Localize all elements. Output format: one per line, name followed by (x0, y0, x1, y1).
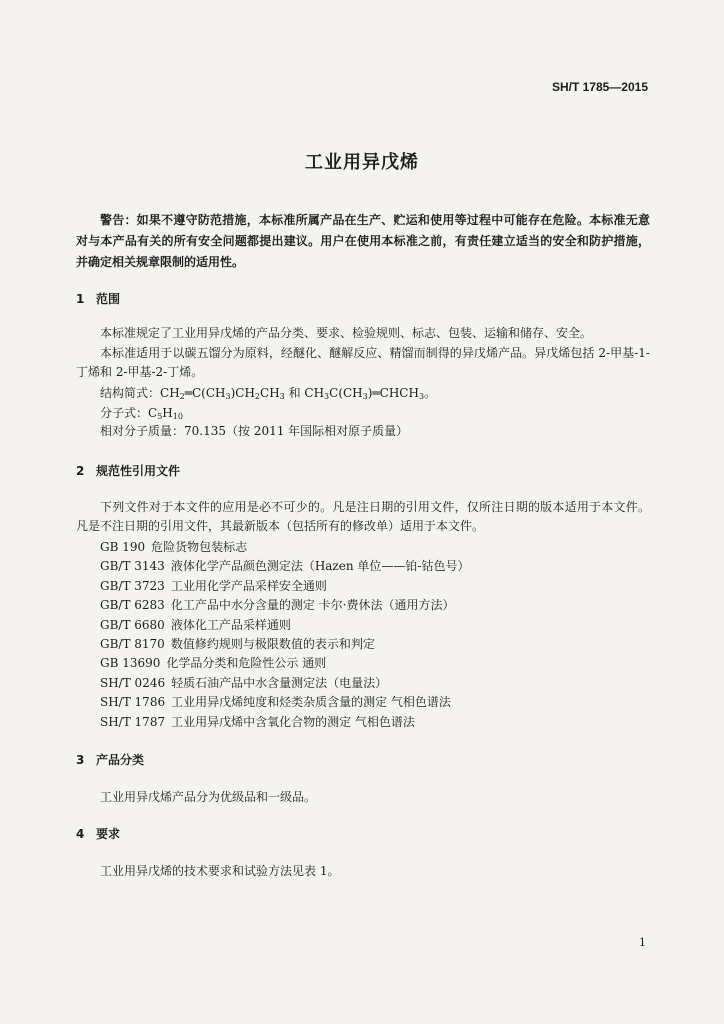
reference-title: 工业用异戊烯纯度和烃类杂质含量的测定 气相色谱法 (171, 695, 451, 710)
requirements-paragraph: 工业用异戊烯的技术要求和试验方法见表 1。 (100, 864, 340, 878)
reference-item (100, 713, 650, 732)
section-title: 产品分类 (96, 753, 145, 767)
reference-item (100, 654, 650, 673)
formula-part: H (162, 406, 173, 420)
reference-title: 轻质石油产品中水含量测定法（电量法） (171, 675, 388, 690)
formula-subscript: 5 (157, 412, 163, 421)
reference-title: 液体化工产品采样通则 (170, 617, 291, 632)
formula-subscript: 3 (324, 392, 330, 401)
section-number: 3 (76, 753, 85, 767)
reference-code: GB 13690 (100, 656, 161, 671)
reference-item (100, 596, 650, 615)
reference-code: GB/T 6283 (100, 598, 165, 613)
reference-title: 化学品分类和危险性公示 通则 (166, 656, 327, 671)
reference-item (100, 557, 650, 576)
formula-subscript: 3 (279, 392, 285, 401)
section-number: 2 (76, 464, 85, 478)
reference-item (100, 693, 650, 712)
formula-part: )═CHCH (367, 386, 419, 400)
formula-subscript: 3 (418, 392, 425, 401)
reference-title: 工业用异戊烯中含氧化合物的测定 气相色谱法 (171, 714, 415, 729)
classification-paragraph: 工业用异戊烯产品分为优级品和一级品。 (100, 790, 317, 804)
formula-label: 结构简式： (100, 386, 161, 400)
reference-item (100, 616, 650, 635)
scope-paragraph-2: 本标准适用于以碳五馏分为原料，经醚化、醚解反应、精馏而制得的异戊烯产品。异戊烯包括 2-甲基-1-丁烯和 2-甲基-2-丁烯。 (76, 346, 650, 379)
reference-item (100, 674, 650, 693)
document-title: 工业用异戊烯 (305, 152, 419, 173)
formula-part: 和 CH (284, 386, 325, 400)
reference-code: GB/T 6680 (100, 617, 165, 632)
section-3-heading (76, 751, 144, 768)
reference-code: GB/T 3723 (100, 578, 165, 593)
reference-code: SH/T 1787 (100, 714, 166, 729)
scope-paragraph-1: 本标准规定了工业用异戊烯的产品分类、要求、检验规则、标志、包装、运输和储存、安全。 (100, 326, 593, 340)
reference-title: 液体化学产品颜色测定法（Hazen 单位——铂-钴色号） (170, 559, 470, 574)
formula-subscript: 3 (225, 392, 231, 401)
reference-code: GB/T 3143 (100, 559, 165, 574)
formula-subscript: 2 (254, 392, 261, 401)
formula-part: CH (160, 386, 180, 400)
reference-item (100, 577, 650, 596)
reference-title: 危险货物包装标志 (151, 540, 248, 554)
section-title: 要求 (96, 827, 121, 841)
reference-title: 工业用化学产品采样安全通则 (170, 578, 327, 593)
section-title: 规范性引用文件 (96, 464, 181, 478)
reference-code: SH/T 0246 (100, 675, 166, 690)
formula-part: C(CH (329, 386, 363, 400)
structural-formula (76, 384, 650, 406)
formula-part: 。 (424, 386, 437, 400)
section-title: 范围 (96, 292, 121, 306)
reference-item (100, 538, 650, 557)
document-code: SH/T 1785—2015 (551, 80, 648, 94)
formula-subscript: 3 (362, 392, 368, 401)
section-2-heading (76, 462, 180, 479)
formula-part: )CH (230, 386, 255, 400)
reference-code: SH/T 1786 (100, 695, 166, 710)
reference-code: GB/T 8170 (100, 636, 165, 651)
section-number: 4 (76, 827, 85, 841)
reference-item (100, 635, 650, 654)
reference-list (100, 538, 650, 732)
formula-subscript: 2 (179, 392, 185, 401)
references-intro: 下列文件对于本文件的应用是必不可少的。凡是注日期的引用文件，仅所注日期的版本适用于本文件。凡是不注日期的引用文件，其最新版本（包括所有的修改单）适用于本文件。 (76, 500, 650, 533)
section-4-heading (76, 825, 120, 842)
reference-title: 化工产品中水分含量的测定 卡尔·费休法（通用方法） (170, 598, 455, 613)
formula-part: CH (260, 386, 280, 400)
section-number: 1 (76, 292, 85, 306)
molecular-label: 分子式： (100, 406, 149, 420)
formula-subscript: 10 (172, 412, 183, 421)
section-1-heading (76, 290, 120, 307)
formula-part: ═C(CH (184, 386, 226, 400)
reference-title: 数值修约规则与极限数值的表示和判定 (170, 636, 375, 651)
reference-code: GB 190 (100, 540, 146, 554)
formula-part: C (148, 406, 158, 420)
warning-paragraph: 警告：如果不遵守防范措施，本标准所属产品在生产、贮运和使用等过程中可能存在危险。本标准无意对与本产品有关的所有安全问题都提出建议。用户在使用本标准之前，有责任建立适当的安全和防护措施，并确定相关规章限制的适用性。 (76, 213, 650, 269)
relative-molecular-mass: 相对分子质量：70.135（按 2011 年国际相对原子质量） (100, 424, 409, 438)
page-number: 1 (639, 936, 646, 949)
